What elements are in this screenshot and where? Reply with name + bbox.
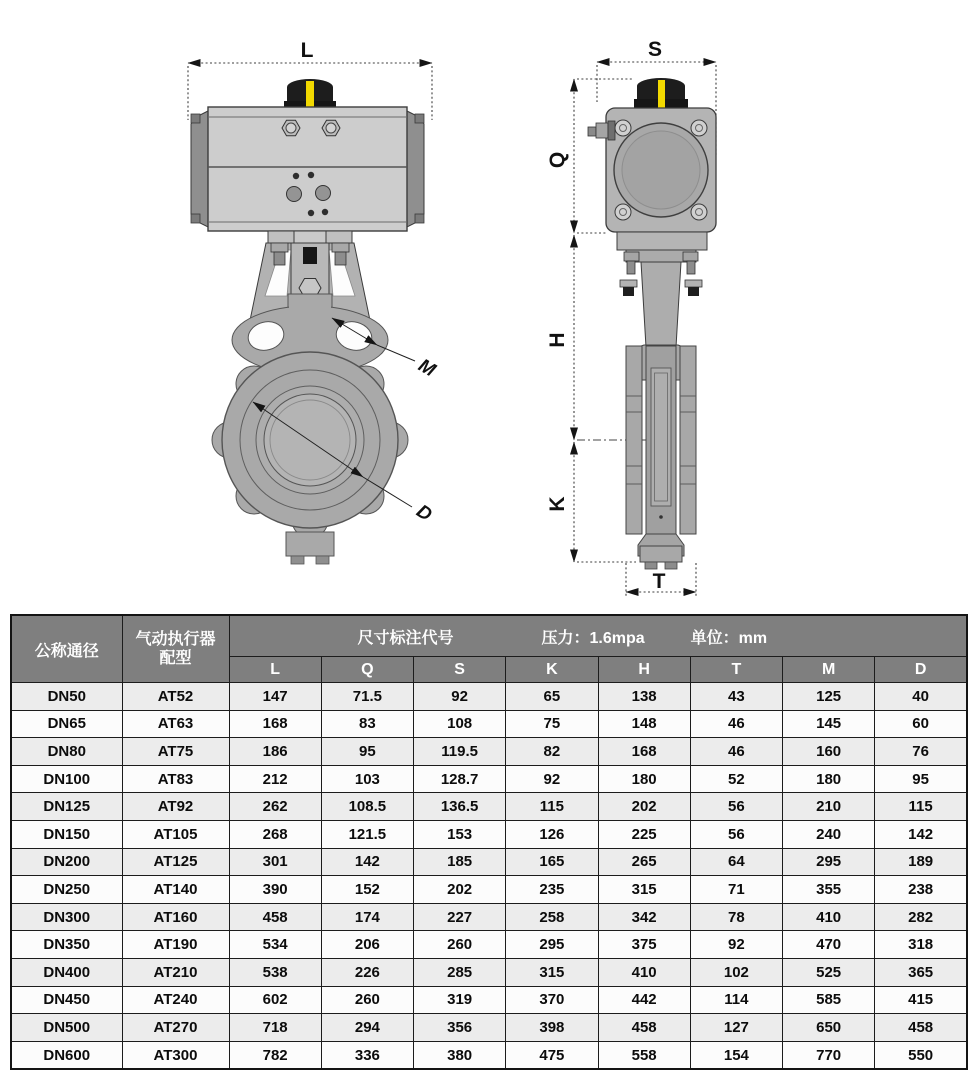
dimension-value-cell: 92 [414,683,506,711]
dimension-value-cell: 718 [229,1014,321,1042]
dimension-spec-table [10,614,968,1070]
dimension-value-cell: 152 [321,876,413,904]
dim-label-K: K [546,496,569,512]
side-view [546,38,716,598]
dimension-value-cell: 470 [783,931,875,959]
nominal-diameter-cell: DN65 [11,710,122,738]
actuator-body-front [191,107,424,231]
dimension-value-cell: 71.5 [321,683,413,711]
dimension-value-cell: 43 [690,683,782,711]
position-indicator-knob [284,79,336,109]
dimension-value-cell: 534 [229,931,321,959]
header-actuator-model [122,615,229,683]
actuator-model-cell: AT300 [122,1041,229,1069]
nominal-diameter-cell: DN450 [11,986,122,1014]
dimension-value-cell: 46 [690,738,782,766]
actuator-end-face [588,108,716,232]
table-row [11,931,967,959]
actuator-model-cell: AT63 [122,710,229,738]
actuator-model-cell: AT75 [122,738,229,766]
dimension-value-cell: 40 [875,683,967,711]
table-row [11,848,967,876]
dimension-value-cell: 76 [875,738,967,766]
dimension-value-cell: 238 [875,876,967,904]
dimension-value-cell: 189 [875,848,967,876]
dimension-value-cell: 319 [414,986,506,1014]
dimension-value-cell: 136.5 [414,793,506,821]
dimension-value-cell: 265 [598,848,690,876]
dimension-value-cell: 95 [321,738,413,766]
dimension-value-cell: 121.5 [321,820,413,848]
dimension-value-cell: 458 [229,903,321,931]
dimension-value-cell: 108 [414,710,506,738]
dimension-value-cell: 114 [690,986,782,1014]
dimension-value-cell: 318 [875,931,967,959]
dimension-value-cell: 558 [598,1041,690,1069]
dim-label-T: T [652,570,666,593]
dimension-value-cell: 650 [783,1014,875,1042]
dimension-value-cell: 154 [690,1041,782,1069]
header-unit: 单位：mm [690,629,768,647]
dim-col-header-H: H [598,657,690,683]
actuator-model-cell: AT83 [122,765,229,793]
dimension-value-cell: 65 [506,683,598,711]
dimension-value-cell: 115 [875,793,967,821]
dimension-value-cell: 295 [783,848,875,876]
dim-col-header-D: D [875,657,967,683]
dimension-value-cell: 294 [321,1014,413,1042]
dimension-value-cell: 186 [229,738,321,766]
dimension-value-cell: 71 [690,876,782,904]
dimension-value-cell: 142 [875,820,967,848]
header-dims-title: 尺寸标注代号 [357,629,454,647]
dim-col-header-S: S [414,657,506,683]
dimension-value-cell: 227 [414,903,506,931]
position-indicator-knob-side [634,78,688,108]
dimension-value-cell: 410 [598,958,690,986]
dimension-value-cell: 56 [690,793,782,821]
actuator-model-cell: AT190 [122,931,229,959]
dimension-value-cell: 202 [414,876,506,904]
dimension-value-cell: 550 [875,1041,967,1069]
dim-col-header-K: K [506,657,598,683]
dimension-value-cell: 458 [875,1014,967,1042]
dimension-value-cell: 125 [783,683,875,711]
dim-col-header-T: T [690,657,782,683]
header-actuator-line1: 气动执行器 [135,631,216,648]
actuator-model-cell: AT210 [122,958,229,986]
actuator-model-cell: AT105 [122,820,229,848]
nominal-diameter-cell: DN125 [11,793,122,821]
dim-label-D: D [412,500,436,526]
table-row [11,958,967,986]
dim-label-M: M [414,355,439,382]
dimension-value-cell: 390 [229,876,321,904]
dimension-value-cell: 380 [414,1041,506,1069]
dimension-value-cell: 145 [783,710,875,738]
header-nominal-diameter: 公称通径 [11,615,122,683]
table-row [11,683,967,711]
dimension-value-cell: 142 [321,848,413,876]
table-row [11,820,967,848]
valve-bore [264,394,356,486]
dimension-value-cell: 83 [321,710,413,738]
table-row [11,738,967,766]
air-fitting [588,121,615,140]
dimension-value-cell: 103 [321,765,413,793]
dimension-value-cell: 770 [783,1041,875,1069]
dimension-value-cell: 212 [229,765,321,793]
nominal-diameter-cell: DN150 [11,820,122,848]
dimension-value-cell: 92 [690,931,782,959]
front-view [188,39,440,564]
nominal-diameter-cell: DN80 [11,738,122,766]
dimension-value-cell: 538 [229,958,321,986]
dimension-value-cell: 315 [598,876,690,904]
dimension-value-cell: 240 [783,820,875,848]
actuator-model-cell: AT92 [122,793,229,821]
dimension-value-cell: 602 [229,986,321,1014]
dimension-value-cell: 82 [506,738,598,766]
nominal-diameter-cell: DN600 [11,1041,122,1069]
dim-label-H: H [546,332,569,348]
actuator-model-cell: AT240 [122,986,229,1014]
dimension-value-cell: 168 [229,710,321,738]
dimension-value-cell: 370 [506,986,598,1014]
nominal-diameter-cell: DN100 [11,765,122,793]
dimension-value-cell: 782 [229,1041,321,1069]
dimension-value-cell: 410 [783,903,875,931]
table-row [11,986,967,1014]
dimension-value-cell: 442 [598,986,690,1014]
dimension-value-cell: 147 [229,683,321,711]
dimension-value-cell: 525 [783,958,875,986]
dim-label-S: S [647,38,663,61]
dimension-value-cell: 355 [783,876,875,904]
dimension-value-cell: 206 [321,931,413,959]
dimension-value-cell: 342 [598,903,690,931]
dimension-value-cell: 282 [875,903,967,931]
dimension-value-cell: 235 [506,876,598,904]
dimension-value-cell: 168 [598,738,690,766]
indicator-stripe [658,80,665,108]
table-row [11,1014,967,1042]
dimension-value-cell: 102 [690,958,782,986]
dimension-value-cell: 95 [875,765,967,793]
dimension-value-cell: 398 [506,1014,598,1042]
dimension-value-cell: 185 [414,848,506,876]
dim-label-Q: Q [546,151,569,169]
table-row [11,765,967,793]
dimension-value-cell: 46 [690,710,782,738]
dimension-value-cell: 458 [598,1014,690,1042]
dimension-value-cell: 115 [506,793,598,821]
table-row [11,710,967,738]
nominal-diameter-cell: DN250 [11,876,122,904]
actuator-model-cell: AT270 [122,1014,229,1042]
header-pressure: 压力：1.6mpa [541,629,645,647]
dimension-value-cell: 174 [321,903,413,931]
header-dims-group [229,615,967,657]
dimension-value-cell: 356 [414,1014,506,1042]
dimension-value-cell: 301 [229,848,321,876]
table-row [11,1041,967,1069]
actuator-model-cell: AT125 [122,848,229,876]
nominal-diameter-cell: DN400 [11,958,122,986]
dimension-value-cell: 180 [598,765,690,793]
dimension-value-cell: 202 [598,793,690,821]
table-row [11,793,967,821]
dimension-value-cell: 225 [598,820,690,848]
dimension-value-cell: 262 [229,793,321,821]
indicator-stripe [306,81,314,109]
header-actuator-line2: 配型 [159,650,192,667]
dimension-value-cell: 336 [321,1041,413,1069]
dimension-value-cell: 119.5 [414,738,506,766]
dimension-value-cell: 375 [598,931,690,959]
dimension-value-cell: 365 [875,958,967,986]
actuator-model-cell: AT140 [122,876,229,904]
dimension-value-cell: 160 [783,738,875,766]
nominal-diameter-cell: DN500 [11,1014,122,1042]
actuator-model-cell: AT160 [122,903,229,931]
dim-label-L: L [300,39,314,62]
dimension-value-cell: 258 [506,903,598,931]
dimension-value-cell: 138 [598,683,690,711]
dimension-value-cell: 226 [321,958,413,986]
dimension-value-cell: 56 [690,820,782,848]
valve-body-side [626,345,696,569]
dimension-value-cell: 153 [414,820,506,848]
dimension-value-cell: 108.5 [321,793,413,821]
dimension-value-cell: 295 [506,931,598,959]
nominal-diameter-cell: DN200 [11,848,122,876]
dimension-value-cell: 148 [598,710,690,738]
nominal-diameter-cell: DN300 [11,903,122,931]
dimension-value-cell: 268 [229,820,321,848]
nominal-diameter-cell: DN350 [11,931,122,959]
dimension-value-cell: 78 [690,903,782,931]
dimension-value-cell: 415 [875,986,967,1014]
dimension-value-cell: 585 [783,986,875,1014]
dimension-value-cell: 128.7 [414,765,506,793]
dimension-value-cell: 180 [783,765,875,793]
dimension-value-cell: 126 [506,820,598,848]
valve-body-front [212,294,408,564]
dimension-value-cell: 285 [414,958,506,986]
dimension-value-cell: 92 [506,765,598,793]
dimension-value-cell: 210 [783,793,875,821]
dim-col-header-M: M [783,657,875,683]
dimension-value-cell: 60 [875,710,967,738]
mounting-bracket-side [617,232,707,347]
dimension-value-cell: 75 [506,710,598,738]
dim-col-header-L: L [229,657,321,683]
dimension-value-cell: 64 [690,848,782,876]
dimension-value-cell: 475 [506,1041,598,1069]
dim-col-header-Q: Q [321,657,413,683]
table-row [11,876,967,904]
dimension-value-cell: 165 [506,848,598,876]
nominal-diameter-cell: DN50 [11,683,122,711]
table-row [11,903,967,931]
dimension-value-cell: 52 [690,765,782,793]
actuator-model-cell: AT52 [122,683,229,711]
dimension-value-cell: 127 [690,1014,782,1042]
dimension-value-cell: 315 [506,958,598,986]
dimension-value-cell: 260 [321,986,413,1014]
dimension-value-cell: 260 [414,931,506,959]
